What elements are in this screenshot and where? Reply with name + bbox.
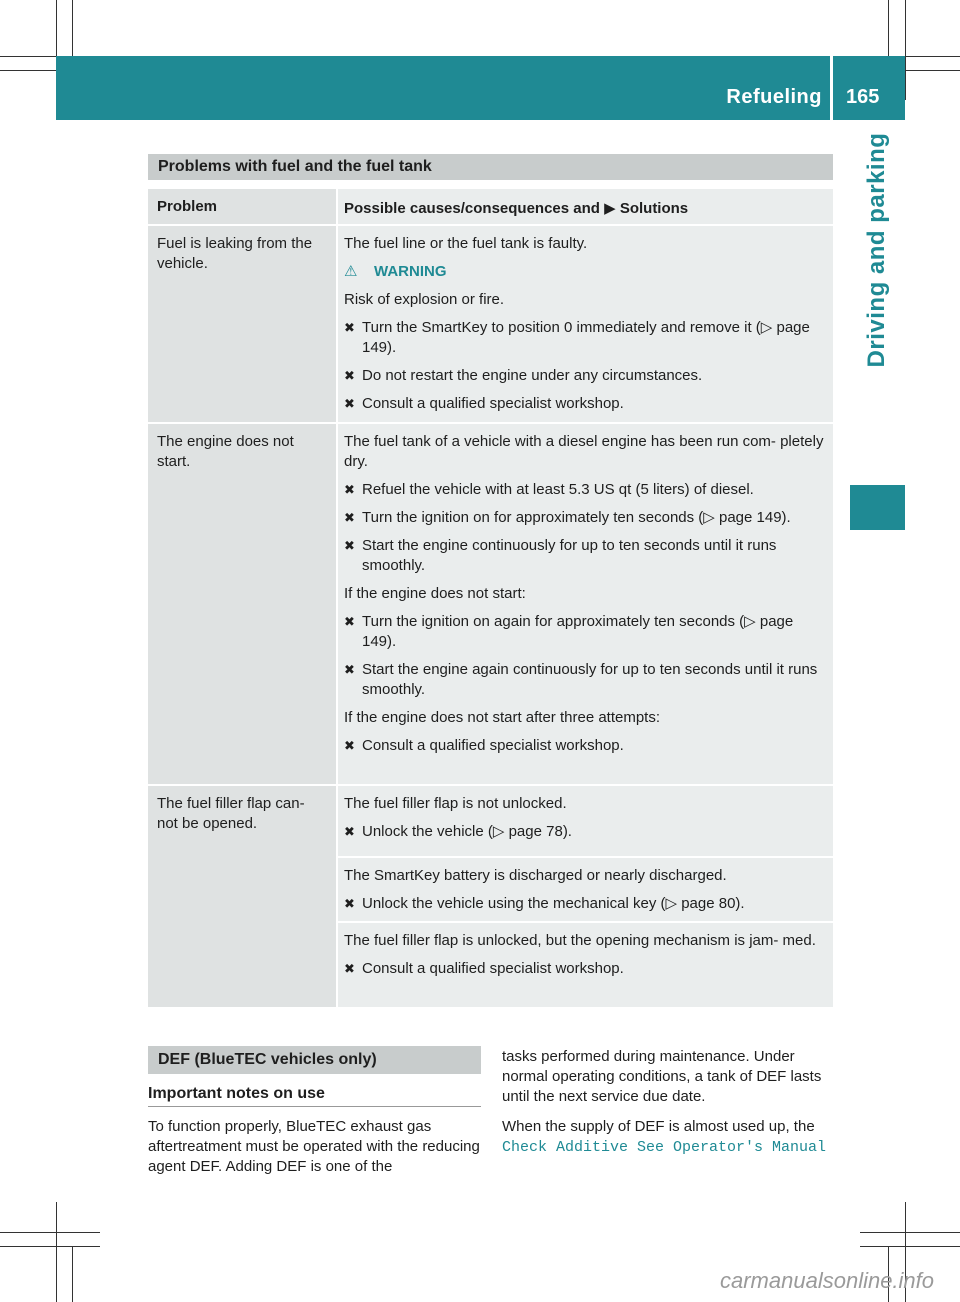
warning-text: Risk of explosion or fire.: [344, 291, 505, 308]
step-text: Turn the SmartKey to position 0 immediately and remove it (▷ page 149).: [362, 319, 810, 356]
problem-text: The fuel filler flap can- not be opened.: [157, 795, 305, 832]
crop-mark: [860, 1232, 960, 1233]
step-arrow-icon: ✖: [344, 896, 355, 911]
warning-heading: [344, 262, 825, 282]
crop-mark: [860, 1246, 960, 1247]
problem-text: The engine does not start.: [157, 433, 294, 470]
crop-mark: [56, 1202, 57, 1302]
body-paragraph: To function properly, BlueTEC exhaust gas aftertreatment must be operated with the reducing agent DEF. Adding DEF is one of the: [148, 1118, 480, 1175]
page-number: 165: [846, 86, 880, 108]
problem-text: Fuel is leaking from the vehicle.: [157, 235, 313, 272]
instruction-step: [344, 660, 825, 700]
cause-text: The SmartKey battery is discharged or nearly discharged.: [344, 867, 727, 884]
step-arrow-icon: ✖: [344, 824, 355, 839]
column-header-label: Problem: [157, 198, 218, 215]
table-row-problem: [148, 424, 336, 784]
display-message: Check Additive See Operator's Manual: [502, 1139, 827, 1156]
step-arrow-icon: ✖: [344, 614, 355, 629]
cause-text: The fuel filler flap is unlocked, but the opening mechanism is jam- med.: [344, 932, 816, 949]
instruction-step: [344, 366, 825, 386]
table-row-solution: [338, 858, 833, 921]
table-row-solution: [338, 923, 833, 1007]
instruction-step: [344, 959, 825, 979]
body-paragraph: tasks performed during maintenance. Under normal operating conditions, a tank of DEF lasts until the next service due date.: [502, 1048, 822, 1105]
section-heading: DEF (BlueTEC vehicles only): [148, 1046, 481, 1074]
crop-mark: [0, 1232, 100, 1233]
crop-mark: [0, 1246, 100, 1247]
step-arrow-icon: ✖: [344, 538, 355, 553]
step-text: Consult a qualified specialist workshop.: [362, 737, 624, 754]
table-title: Problems with fuel and the fuel tank: [148, 154, 833, 180]
instruction-step: [344, 536, 825, 576]
subsection-heading: Important notes on use: [148, 1085, 325, 1102]
step-text: Unlock the vehicle using the mechanical key (▷ page 80).: [362, 895, 745, 912]
table-row-solution: [338, 786, 833, 856]
table-row-problem: [148, 226, 336, 422]
step-arrow-icon: ✖: [344, 482, 355, 497]
crop-mark: [905, 0, 906, 100]
instruction-step: [344, 612, 825, 652]
column-header-label: Possible causes/consequences and ▶ Solutions: [344, 200, 689, 217]
cause-text: The fuel tank of a vehicle with a diesel engine has been run com- pletely dry.: [344, 433, 824, 470]
crop-mark: [888, 0, 889, 56]
column-header-solutions: [338, 189, 833, 224]
step-text: Unlock the vehicle (▷ page 78).: [362, 823, 572, 840]
cause-text: The fuel filler flap is not unlocked.: [344, 795, 567, 812]
condition-text: If the engine does not start after three attempts:: [344, 709, 661, 726]
instruction-step: [344, 318, 825, 358]
step-text: Start the engine again continuously for up to ten seconds until it runs smoothly.: [362, 661, 818, 698]
section-title: Refueling: [726, 86, 822, 108]
step-text: Turn the ignition on for approximately ten seconds (▷ page 149).: [362, 509, 791, 526]
step-arrow-icon: ✖: [344, 368, 355, 383]
column-header-problem: [148, 189, 336, 224]
step-arrow-icon: ✖: [344, 396, 355, 411]
condition-text: If the engine does not start:: [344, 585, 526, 602]
instruction-step: [344, 394, 825, 414]
step-arrow-icon: ✖: [344, 961, 355, 976]
step-arrow-icon: ✖: [344, 738, 355, 753]
cause-text: The fuel line or the fuel tank is faulty.: [344, 235, 588, 252]
warning-label: WARNING: [374, 263, 447, 280]
divider: [148, 1106, 481, 1107]
step-text: Start the engine continuously for up to ten seconds until it runs smoothly.: [362, 537, 777, 574]
step-text: Turn the ignition on again for approximately ten seconds (▷ page 149).: [362, 613, 794, 650]
crop-mark: [72, 0, 73, 56]
step-text: Consult a qualified specialist workshop.: [362, 960, 624, 977]
instruction-step: [344, 480, 825, 500]
warning-triangle-icon: ⚠: [344, 263, 358, 280]
instruction-step: [344, 508, 825, 528]
step-text: Consult a qualified specialist workshop.: [362, 395, 624, 412]
watermark: carmanualsonline.info: [720, 1268, 935, 1293]
step-text: Refuel the vehicle with at least 5.3 US qt (5 liters) of diesel.: [362, 481, 754, 498]
step-arrow-icon: ✖: [344, 510, 355, 525]
instruction-step: [344, 822, 825, 842]
chapter-side-tab: Driving and parking: [863, 132, 890, 368]
paragraph-text: When the supply of DEF is almost used up, the: [502, 1118, 815, 1135]
step-arrow-icon: ✖: [344, 320, 355, 335]
table-row-solution: [338, 424, 833, 784]
step-arrow-icon: ✖: [344, 662, 355, 677]
instruction-step: [344, 894, 825, 914]
table-row-problem: [148, 786, 336, 1007]
chapter-tab-marker: [850, 485, 905, 530]
body-paragraph: [502, 1117, 837, 1158]
step-text: Do not restart the engine under any circumstances.: [362, 367, 703, 384]
crop-mark: [72, 1246, 73, 1302]
table-row-solution: [338, 226, 833, 422]
header-divider: [830, 56, 833, 120]
instruction-step: [344, 736, 825, 756]
